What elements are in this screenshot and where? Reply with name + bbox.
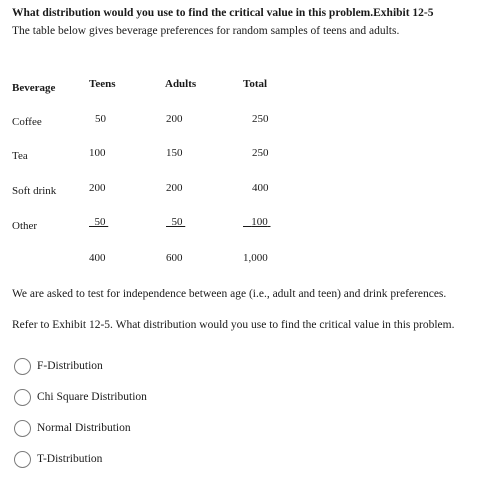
cell-other-teens: 50 [94,216,106,228]
radio-button[interactable] [14,389,31,406]
cell-coffee-total: 250 [252,113,269,125]
row-label-soft-drink: Soft drink [12,185,57,197]
option-f-distribution[interactable] [14,356,103,376]
cell-tea-total: 250 [252,147,269,159]
option-label: F-Distribution [37,360,103,372]
column-header-teens: Teens [89,78,116,90]
option-normal-distribution[interactable] [14,418,131,438]
cell-other-total: 100 [251,216,268,228]
option-label: T-Distribution [37,453,103,465]
option-label: Normal Distribution [37,422,131,434]
option-label: Chi Square Distribution [37,391,147,403]
column-header-adults: Adults [165,78,197,90]
cell-other-adults: 50 [171,216,183,228]
row-label-tea: Tea [12,150,28,162]
row-label-coffee: Coffee [12,116,42,128]
question-title: What distribution would you use to find the critical value in this problem.Exhibit 12-5 [12,7,434,19]
cell-coffee-adults: 200 [166,113,183,125]
cell-soft-drink-adults: 200 [166,182,183,194]
radio-button[interactable] [14,358,31,375]
radio-button[interactable] [14,451,31,468]
option-chi-square-distribution[interactable] [14,387,147,407]
cell-soft-drink-total: 400 [252,182,269,194]
column-header-total: Total [243,78,268,90]
cell-grand-total: 1,000 [243,252,268,264]
cell-soft-drink-teens: 200 [89,182,106,194]
cell-total-adults: 600 [166,252,183,264]
cell-coffee-teens: 50 [95,113,106,125]
cell-tea-teens: 100 [89,147,106,159]
question-intro: The table below gives beverage preferences for random samples of teens and adults. [12,25,400,37]
option-t-distribution[interactable] [14,449,102,469]
row-label-other: Other [12,220,38,232]
radio-button[interactable] [14,420,31,437]
column-header-beverage: Beverage [12,82,56,94]
cell-total-teens: 400 [89,252,106,264]
cell-tea-adults: 150 [166,147,183,159]
problem-statement: We are asked to test for independence between age (i.e., adult and teen) and drink preferences. [12,288,447,300]
question-prompt: Refer to Exhibit 12-5. What distribution would you use to find the critical value in this problem. [12,319,455,331]
